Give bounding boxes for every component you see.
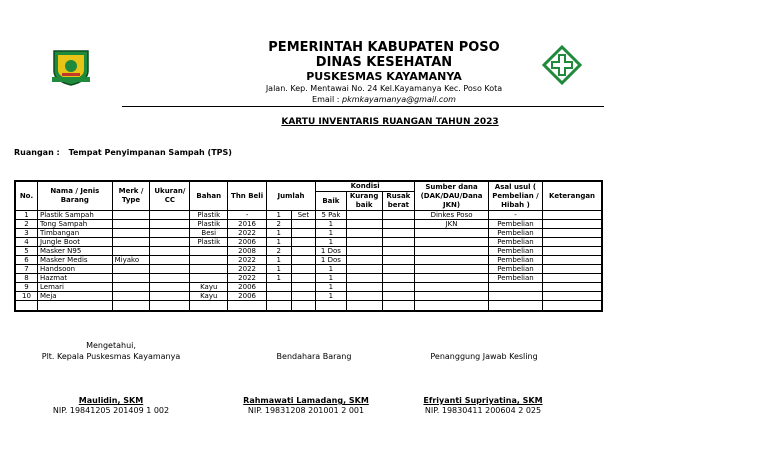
- cell-empty: [37, 301, 112, 312]
- cell-ket: [543, 256, 602, 265]
- header-ukuran: Ukuran/ CC: [150, 181, 190, 211]
- cell-sumber: [415, 265, 489, 274]
- cell-merk: [112, 247, 150, 256]
- cell-bahan: Kayu: [190, 283, 228, 292]
- header-puskesmas: PUSKESMAS KAYAMANYA: [306, 70, 462, 83]
- cell-jml: [267, 292, 292, 301]
- sig-left-title: Plt. Kepala Puskesmas Kayamanya: [41, 352, 181, 361]
- cell-no: 5: [15, 247, 37, 256]
- cell-baik: 1: [316, 283, 347, 292]
- cell-empty: [382, 301, 415, 312]
- document-title: KARTU INVENTARIS RUANGAN TAHUN 2023: [281, 117, 499, 127]
- cell-nama: Jungle Boot: [37, 238, 112, 247]
- cell-rusak: [382, 220, 415, 229]
- cell-merk: [112, 229, 150, 238]
- header-sumber-dana: Sumber dana (DAK/DAU/Dana JKN): [415, 181, 489, 211]
- room-label: Ruangan :: [14, 148, 60, 157]
- cell-rusak: [382, 256, 415, 265]
- header-nama: Nama / Jenis Barang: [37, 181, 112, 211]
- cell-empty: [228, 301, 267, 312]
- inventory-table: [14, 180, 603, 312]
- cell-ket: [543, 283, 602, 292]
- cell-no: 2: [15, 220, 37, 229]
- cell-asal: Pembelian: [488, 229, 542, 238]
- cell-ket: [543, 292, 602, 301]
- cell-sat: [291, 283, 316, 292]
- cell-ukuran: [150, 256, 190, 265]
- header-government: PEMERINTAH KABUPATEN POSO: [268, 40, 500, 55]
- cell-merk: [112, 265, 150, 274]
- cell-merk: [112, 238, 150, 247]
- cell-asal: -: [488, 211, 542, 220]
- cell-no: 3: [15, 229, 37, 238]
- email-address: pkmkayamanya@gmail.com: [342, 95, 456, 104]
- cell-empty: [15, 301, 37, 312]
- cell-ukuran: [150, 292, 190, 301]
- cell-ket: [543, 229, 602, 238]
- table-row: [15, 211, 602, 220]
- table-row-empty: [15, 301, 602, 312]
- cell-asal: Pembelian: [488, 274, 542, 283]
- cell-empty: [150, 301, 190, 312]
- cell-jml: 1: [267, 238, 292, 247]
- cell-empty: [415, 301, 489, 312]
- cell-kurang: [346, 247, 382, 256]
- cell-asal: Pembelian: [488, 256, 542, 265]
- sig-mid-name: Rahmawati Lamadang, SKM: [243, 396, 369, 405]
- sig-mid-title: Bendahara Barang: [276, 352, 352, 361]
- cell-jml: 2: [267, 247, 292, 256]
- cell-nama: Plastik Sampah: [37, 211, 112, 220]
- cell-rusak: [382, 229, 415, 238]
- cell-empty: [488, 301, 542, 312]
- sig-left-name: Maulidin, SKM: [78, 396, 144, 405]
- cell-empty: [543, 301, 602, 312]
- table-row: [15, 238, 602, 247]
- cell-ket: [543, 274, 602, 283]
- cell-empty: [316, 301, 347, 312]
- cell-baik: 1: [316, 274, 347, 283]
- cell-sumber: [415, 256, 489, 265]
- cell-bahan: [190, 256, 228, 265]
- cell-no: 10: [15, 292, 37, 301]
- cell-asal: [488, 292, 542, 301]
- cell-baik: 1: [316, 265, 347, 274]
- cell-ukuran: [150, 247, 190, 256]
- cell-thn: 2016: [228, 220, 267, 229]
- cell-bahan: [190, 274, 228, 283]
- cell-kurang: [346, 283, 382, 292]
- cell-sumber: [415, 229, 489, 238]
- cell-baik: 1: [316, 238, 347, 247]
- table-row: [15, 265, 602, 274]
- header-kondisi: Kondisi: [316, 181, 415, 192]
- cell-merk: Miyako: [112, 256, 150, 265]
- cell-asal: Pembelian: [488, 220, 542, 229]
- cell-jml: 2: [267, 220, 292, 229]
- cell-baik: 1 Dos: [316, 256, 347, 265]
- table-row: [15, 220, 602, 229]
- cell-asal: Pembelian: [488, 265, 542, 274]
- cell-nama: Hazmat: [37, 274, 112, 283]
- cell-bahan: Kayu: [190, 292, 228, 301]
- cell-sat: [291, 274, 316, 283]
- table-row: [15, 247, 602, 256]
- cell-baik: 1: [316, 229, 347, 238]
- cell-thn: 2022: [228, 265, 267, 274]
- header-thn-beli: Thn Beli: [228, 181, 267, 211]
- cell-kurang: [346, 211, 382, 220]
- cell-no: 8: [15, 274, 37, 283]
- cell-empty: [190, 301, 228, 312]
- table-row: [15, 283, 602, 292]
- cell-ukuran: [150, 211, 190, 220]
- cell-merk: [112, 274, 150, 283]
- cell-baik: 5 Pak: [316, 211, 347, 220]
- cell-empty: [267, 301, 292, 312]
- cell-no: 7: [15, 265, 37, 274]
- cell-ukuran: [150, 220, 190, 229]
- cell-sumber: [415, 274, 489, 283]
- cell-ukuran: [150, 274, 190, 283]
- cell-no: 1: [15, 211, 37, 220]
- header-merk: Merk / Type: [112, 181, 150, 211]
- header-asal-usul: Asal usul ( Pembelian / Hibah ): [488, 181, 542, 211]
- cell-merk: [112, 292, 150, 301]
- cell-nama: Lemari: [37, 283, 112, 292]
- cell-rusak: [382, 265, 415, 274]
- cell-bahan: [190, 247, 228, 256]
- cell-sat: [291, 247, 316, 256]
- cell-baik: 1: [316, 220, 347, 229]
- cell-rusak: [382, 238, 415, 247]
- header-keterangan: Keterangan: [543, 181, 602, 211]
- cell-kurang: [346, 265, 382, 274]
- cell-nama: Timbangan: [37, 229, 112, 238]
- cell-thn: 2022: [228, 274, 267, 283]
- header-email-line: [0, 95, 768, 104]
- header-address: Jalan. Kep. Mentawai No. 24 Kel.Kayamanya Kec. Poso Kota: [265, 84, 503, 93]
- cell-jml: 1: [267, 211, 292, 220]
- cell-nama: Meja: [37, 292, 112, 301]
- cell-bahan: Plastik: [190, 238, 228, 247]
- table-row: [15, 274, 602, 283]
- table-row: [15, 292, 602, 301]
- cell-jml: 1: [267, 265, 292, 274]
- cell-merk: [112, 283, 150, 292]
- cell-jml: 1: [267, 256, 292, 265]
- header-no: No.: [15, 181, 37, 211]
- email-label: Email :: [312, 95, 340, 104]
- room-line: [14, 148, 238, 157]
- cell-bahan: [190, 265, 228, 274]
- cell-rusak: [382, 283, 415, 292]
- header-divider: [122, 106, 604, 107]
- cell-no: 9: [15, 283, 37, 292]
- header-agency: DINAS KESEHATAN: [315, 55, 453, 70]
- cell-kurang: [346, 238, 382, 247]
- cell-ket: [543, 220, 602, 229]
- cell-nama: Masker N95: [37, 247, 112, 256]
- cell-no: 6: [15, 256, 37, 265]
- cell-sat: [291, 265, 316, 274]
- table-row: [15, 229, 602, 238]
- cell-ket: [543, 211, 602, 220]
- cell-ukuran: [150, 229, 190, 238]
- header-kurang-baik: Kurang baik: [346, 192, 382, 211]
- cell-kurang: [346, 292, 382, 301]
- cell-thn: 2008: [228, 247, 267, 256]
- cell-no: 4: [15, 238, 37, 247]
- cell-sat: Set: [291, 211, 316, 220]
- inventory-rows: [15, 211, 602, 312]
- cell-sumber: [415, 238, 489, 247]
- cell-kurang: [346, 256, 382, 265]
- cell-thn: 2006: [228, 283, 267, 292]
- sig-left-intro: Mengetahui,: [86, 341, 136, 350]
- table-row: [15, 256, 602, 265]
- cell-ket: [543, 265, 602, 274]
- cell-empty: [346, 301, 382, 312]
- cell-merk: [112, 220, 150, 229]
- cell-baik: 1 Dos: [316, 247, 347, 256]
- cell-sumber: JKN: [415, 220, 489, 229]
- sig-mid-nip: NIP. 19831208 201001 2 001: [247, 406, 365, 415]
- cell-jml: 1: [267, 274, 292, 283]
- cell-bahan: Besi: [190, 229, 228, 238]
- cell-kurang: [346, 220, 382, 229]
- cell-thn: -: [228, 211, 267, 220]
- cell-ket: [543, 247, 602, 256]
- sig-right-title: Penanggung Jawab Kesling: [430, 352, 538, 361]
- cell-sat: [291, 292, 316, 301]
- header-baik: Baik: [316, 192, 347, 211]
- cell-kurang: [346, 229, 382, 238]
- sig-right-name: Efriyanti Supriyatina, SKM: [423, 396, 543, 405]
- cell-baik: 1: [316, 292, 347, 301]
- cell-ket: [543, 238, 602, 247]
- cell-rusak: [382, 211, 415, 220]
- cell-rusak: [382, 274, 415, 283]
- cell-sat: [291, 229, 316, 238]
- cell-sumber: [415, 283, 489, 292]
- cell-asal: Pembelian: [488, 247, 542, 256]
- cell-sumber: Dinkes Poso: [415, 211, 489, 220]
- cell-sat: [291, 238, 316, 247]
- header-jumlah: Jumlah: [267, 181, 316, 211]
- cell-empty: [112, 301, 150, 312]
- cell-empty: [291, 301, 316, 312]
- cell-rusak: [382, 247, 415, 256]
- cell-sat: [291, 256, 316, 265]
- cell-thn: 2006: [228, 238, 267, 247]
- cell-merk: [112, 211, 150, 220]
- cell-jml: 1: [267, 229, 292, 238]
- cell-kurang: [346, 274, 382, 283]
- cell-ukuran: [150, 238, 190, 247]
- cell-jml: [267, 283, 292, 292]
- cell-bahan: Plastik: [190, 220, 228, 229]
- cell-thn: 2022: [228, 229, 267, 238]
- room-value: Tempat Penyimpanan Sampah (TPS): [68, 148, 232, 157]
- cell-asal: Pembelian: [488, 238, 542, 247]
- cell-thn: 2006: [228, 292, 267, 301]
- cell-bahan: Plastik: [190, 211, 228, 220]
- cell-nama: Masker Medis: [37, 256, 112, 265]
- cell-thn: 2022: [228, 256, 267, 265]
- sig-left-nip: NIP. 19841205 201409 1 002: [52, 406, 170, 415]
- header-rusak-berat: Rusak berat: [382, 192, 415, 211]
- header-bahan: Bahan: [190, 181, 228, 211]
- cell-sat: [291, 220, 316, 229]
- cell-asal: [488, 283, 542, 292]
- sig-right-nip: NIP. 19830411 200604 2 025: [424, 406, 542, 415]
- cell-rusak: [382, 292, 415, 301]
- cell-ukuran: [150, 265, 190, 274]
- cell-sumber: [415, 292, 489, 301]
- cell-sumber: [415, 247, 489, 256]
- cell-nama: Handsoon: [37, 265, 112, 274]
- cell-nama: Tong Sampah: [37, 220, 112, 229]
- cell-ukuran: [150, 283, 190, 292]
